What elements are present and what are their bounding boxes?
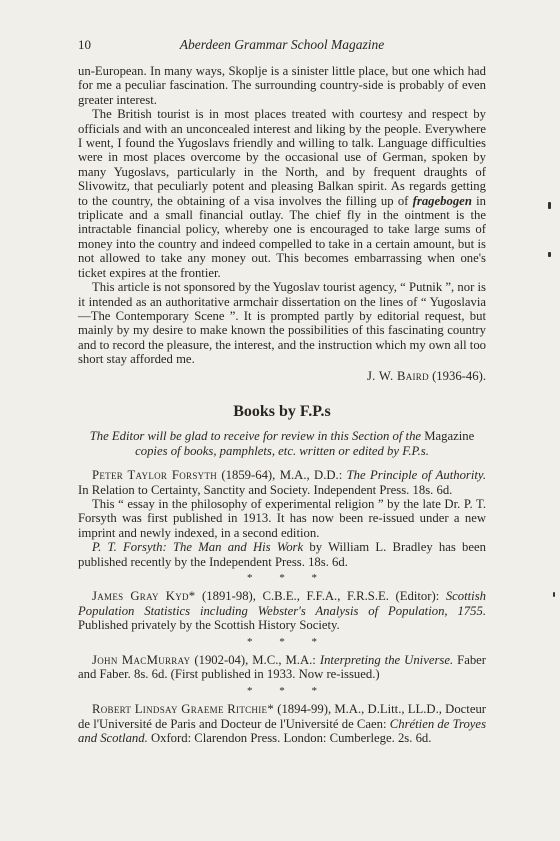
section-heading: Books by F.P.s [233, 402, 331, 420]
margin-mark [548, 202, 551, 209]
book-entry: James Gray Kyd* (1891-98), C.B.E., F.F.A., F.R.S.E. (Editor): Scottish Population Statistics including Webster's Analysis of Population, 1755. Published privately by the Scottish History Society. [78, 589, 486, 633]
margin-mark [548, 252, 551, 257]
book-title: The Principle of Authority. [346, 468, 486, 483]
book-author: Robert Lindsay Graeme Ritchie* [92, 702, 274, 717]
book-note: This “ essay in the philosophy of experimental religion ” by the late Dr. P. T. Forsyth was first published in 1913. It has now been re-issued under a new imprint and newly indexed, in a second edition. [78, 496, 486, 540]
article-paragraph-3: This article is not sponsored by the Yugoslav tourist agency, “ Putnik ”, nor is it intended as an authoritative armchair dissertation on the lines of “ Yugoslavia—The Contemporary Scene ”. It is prompted partly by editorial request, but mainly by my desire to make known the possibilities of this fascinating country and to record the pleasure, the interest, and the instruction which my own all too short stay afforded me. [78, 280, 487, 367]
article-paragraph-2: The British tourist is in most places treated with courtesy and respect by officials and with an unconcealed interest and liking by the people. Everywhere I went, I found the Yugoslavs friendly and willing to talk. Language difficulties were in most places overcome by the occasional use of German, spoken by many Yugoslavs, particularly in the North, and by frequent draughts of Slivowitz, that peculiarly potent and pleasing Balkan spirit. As regards getting to the country, the obtaining of a visa involves the filling up of fragebogen in triplicate and a small financial outlay. The chief fly in the ointment is the intractable financial policy, whereby one is encouraged to take large sums of money into the country and indeed compelled to take in a certain amount, but is not allowed to take any money out. This becomes embarrassing when one's ticket expires at the frontier. [78, 107, 487, 280]
separator: * * * [247, 684, 329, 697]
book-title: Chrétien de Troyes and Scotland. [78, 716, 487, 746]
book-title: Interpreting the Universe. [319, 653, 454, 668]
book-note: P. T. Forsyth: The Man and His Work by William L. Bradley has been published recently by the Independent Press. 18s. 6d. [78, 540, 486, 569]
page-header [78, 38, 486, 60]
page-number: 10 [78, 37, 91, 52]
book-entry: Peter Taylor Forsyth (1859-64), M.A., D.D.: The Principle of Authority. In Relation to Certainty, Sanctity and Society. Independent Press. 18s. 6d. This “ essay in the philosophy of experimental religion ” by the late Dr. P. T. Forsyth was first published in 1913. It has now been re-issued under a new imprint and newly indexed, in a second edition. P. T. Forsyth: The Man and His Work by William L. Bradley has been published recently by the Independent Press. 18s. 6d. [78, 468, 486, 569]
article-paragraph-1: un-European. In many ways, Skoplje is a sinister little place, but one which had for me a peculiar fascination. The surrounding country-side is probably of even greater interest. [78, 64, 486, 107]
page [78, 38, 486, 745]
book-entry: John MacMurray (1902-04), M.C., M.A.: Interpreting the Universe. Faber and Faber. 8s. 6d. (First published in 1933. Now re-issued.) [78, 653, 487, 682]
book-author: Peter Taylor Forsyth [92, 468, 218, 483]
editor-notice: The Editor will be glad to receive for review in this Section of the Magazine copies of books, pamphlets, etc. written or edited by F.P.s. [89, 429, 475, 458]
foreign-term: fragebogen [412, 193, 472, 208]
separator: * * * [247, 635, 329, 648]
book-title: Scottish Population Statistics including Webster's Analysis of Population, 1755. [78, 589, 486, 618]
author-signature: J. W. Baird (1936-46). [366, 368, 486, 383]
book-author: James Gray Kyd* [92, 589, 196, 604]
book-entry: Robert Lindsay Graeme Ritchie* (1894-99), M.A., D.Litt., LL.D., Docteur de l'Université de Paris and Docteur de l'Université de Caen: Chrétien de Troyes and Scotland. Oxford: Clarendon Press. London: Cumberlege. 2s. 6d. [78, 702, 487, 746]
margin-mark [553, 592, 555, 597]
running-title: Aberdeen Grammar School Magazine [179, 37, 385, 52]
separator: * * * [247, 572, 329, 584]
book-author: John MacMurray [92, 653, 191, 668]
